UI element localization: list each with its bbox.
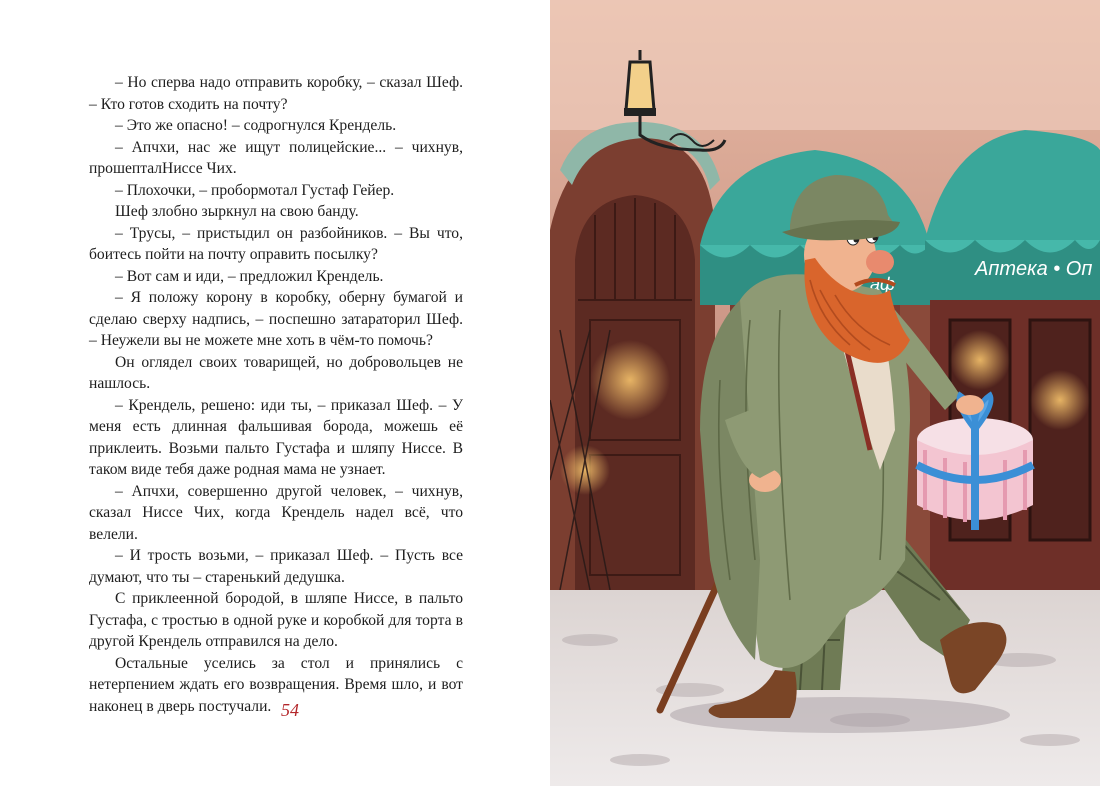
paragraph: – Апчхи, совершенно другой человек, – чихнув, сказал Ниссе Чих, когда Крендель надел всё, что велели. [89, 482, 463, 543]
paragraph: – Трусы, – пристыдил он разбойников. – Вы что, боитесь пойти на почту оправить посылку? [89, 224, 463, 263]
paragraph: Шеф злобно зыркнул на свою банду. [115, 203, 359, 220]
paragraph: – Но сперва надо отправить коробку, – сказал Шеф. – Кто готов сходить на почту? [89, 74, 463, 113]
pharmacy-sign: Аптека • Оп [975, 258, 1093, 280]
book-illustration [550, 0, 1100, 786]
awning-label: аф [870, 274, 896, 294]
paragraph: – Это же опасно! – содрогнулся Крендель. [115, 117, 397, 134]
paragraph: С приклеенной бородой, в шляпе Ниссе, в пальто Густафа, с тростью в одной руке и коробкой для торта в другой Крендель отправился на дело. [89, 590, 463, 650]
page-number: 54 [281, 700, 299, 720]
paragraph: – Я положу корону в коробку, оберну бумагой и сделаю сверху надпись, – поспешно затараторил Шеф. – Неужели вы не можете мне хоть в чём-то помочь? [89, 289, 463, 349]
paragraph: – Вот сам и иди, – предложил Крендель. [115, 267, 384, 285]
paragraph: – Апчхи, нас же ищут полицейские... – чихнув, прошепталНиссе Чих. [89, 138, 463, 177]
story-text [89, 72, 463, 717]
paragraph: – Крендель, решено: иди ты, – приказал Шеф. – У меня есть длинная фальшивая борода, можешь её приклеить. Возьми пальто Густафа и шляпу Ниссе. В таком виде тебя даже родная мама не узнает. [89, 396, 463, 478]
paragraph: – И трость возьми, – приказал Шеф. – Пусть все думают, что ты – старенький дедушка. [89, 547, 463, 586]
paragraph: – Плохочки, – пробормотал Густаф Гейер. [115, 181, 395, 199]
paragraph: Остальные уселись за стол и принялись с нетерпением ждать его возвращения. Время шло, и вот наконец в дверь постучали. [89, 654, 463, 715]
paragraph: Он оглядел своих товарищей, но добровольцев не нашлось. [89, 353, 463, 392]
arched-doorway [550, 135, 715, 590]
